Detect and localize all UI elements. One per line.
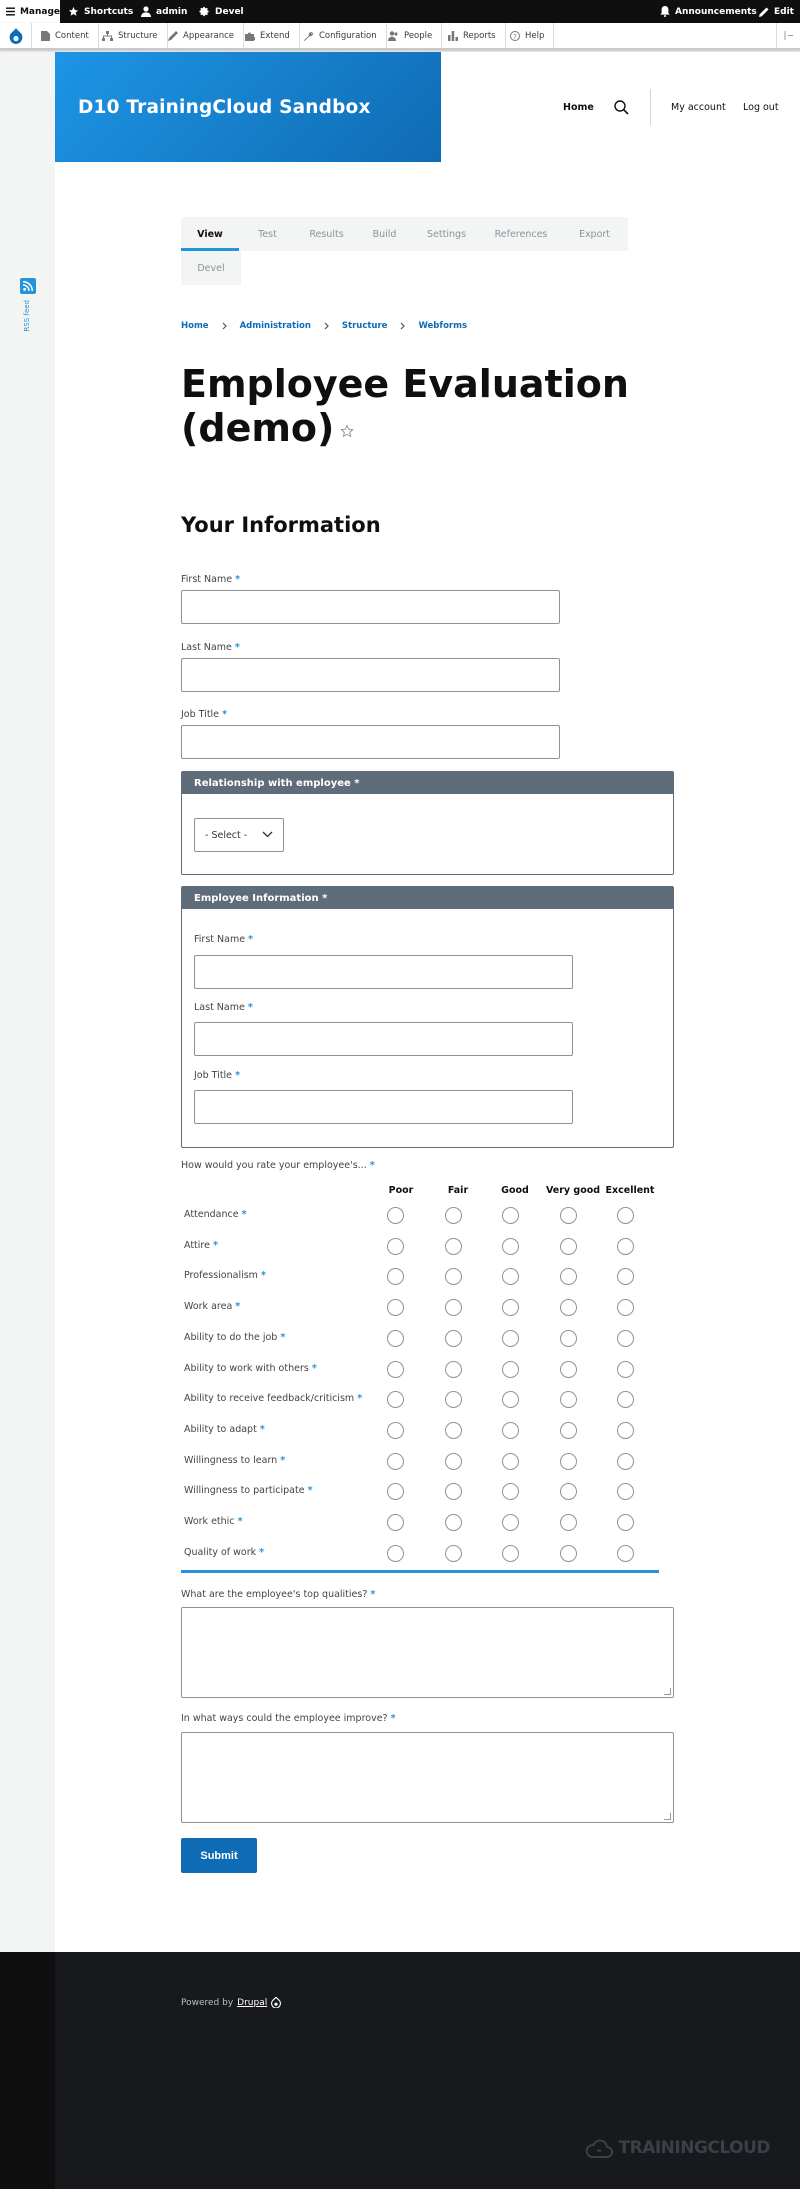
nav-log-out[interactable]: Log out bbox=[743, 101, 779, 113]
tab-export[interactable]: Export bbox=[561, 217, 628, 251]
likert-radio[interactable] bbox=[560, 1361, 577, 1378]
likert-row-label: Professionalism * bbox=[184, 1270, 266, 1282]
tray-item-reports[interactable] bbox=[439, 23, 506, 48]
search-icon bbox=[614, 100, 629, 115]
likert-radio[interactable] bbox=[445, 1391, 462, 1408]
first-name-label: First Name * bbox=[181, 574, 241, 585]
likert-row-label: Ability to receive feedback/criticism * bbox=[184, 1393, 363, 1405]
likert-radio[interactable] bbox=[387, 1545, 404, 1562]
toolbar-devel[interactable] bbox=[199, 0, 244, 23]
toolbar-edit-label: Edit bbox=[774, 6, 794, 17]
likert-answer-good: Good bbox=[501, 1185, 529, 1196]
likert-radio[interactable] bbox=[560, 1514, 577, 1531]
likert-radio[interactable] bbox=[445, 1545, 462, 1562]
qualities-label: What are the employee's top qualities? * bbox=[181, 1589, 376, 1600]
main-content bbox=[55, 52, 800, 1952]
likert-row bbox=[181, 1200, 659, 1231]
tab-test[interactable]: Test bbox=[239, 217, 296, 251]
likert-row-label: Ability to do the job * bbox=[184, 1331, 286, 1343]
tray-item-extend[interactable] bbox=[236, 23, 300, 48]
likert-radio[interactable] bbox=[502, 1453, 519, 1470]
chevron-down-icon bbox=[262, 831, 273, 838]
toolbar-manage[interactable] bbox=[0, 0, 60, 23]
likert-radio[interactable] bbox=[502, 1299, 519, 1316]
tray-item-people[interactable] bbox=[379, 23, 442, 48]
likert-radio[interactable] bbox=[445, 1207, 462, 1224]
tab-build[interactable]: Build bbox=[357, 217, 412, 251]
toolbar-announcements[interactable] bbox=[660, 0, 757, 23]
site-name[interactable]: D10 TrainingCloud Sandbox bbox=[78, 96, 371, 118]
likert-radio[interactable] bbox=[560, 1330, 577, 1347]
likert-radio[interactable] bbox=[445, 1330, 462, 1347]
likert-radio[interactable] bbox=[502, 1238, 519, 1255]
likert-radio[interactable] bbox=[560, 1268, 577, 1285]
trainingcloud-logo bbox=[585, 2137, 770, 2159]
likert-radio[interactable] bbox=[502, 1514, 519, 1531]
likert-radio[interactable] bbox=[445, 1299, 462, 1316]
required-marker: * bbox=[222, 709, 228, 720]
likert-radio[interactable] bbox=[387, 1207, 404, 1224]
likert-radio[interactable] bbox=[560, 1299, 577, 1316]
toolbar-devel-label: Devel bbox=[215, 6, 244, 17]
likert-row bbox=[181, 1323, 659, 1354]
toolbar-orientation-toggle[interactable] bbox=[776, 23, 800, 48]
likert-radio[interactable] bbox=[560, 1207, 577, 1224]
tray-item-extend-label: Extend bbox=[260, 30, 290, 41]
likert-row bbox=[181, 1292, 659, 1323]
relationship-select[interactable] bbox=[194, 818, 284, 852]
drupal-logo-icon bbox=[9, 28, 23, 44]
likert-radio[interactable] bbox=[387, 1268, 404, 1285]
likert-radio[interactable] bbox=[502, 1330, 519, 1347]
drupal-home-link[interactable] bbox=[0, 23, 32, 48]
relationship-legend: Relationship with employee * bbox=[182, 772, 673, 794]
tray-item-content[interactable] bbox=[32, 23, 99, 48]
likert-row-label: Attire * bbox=[184, 1239, 218, 1251]
likert-row-label: Work ethic * bbox=[184, 1516, 243, 1527]
last-name-input[interactable] bbox=[181, 658, 560, 692]
toolbar-user-label: admin bbox=[156, 6, 188, 17]
likert-row bbox=[181, 1261, 659, 1292]
left-sidebar bbox=[0, 52, 55, 1952]
breadcrumb bbox=[181, 319, 467, 333]
file-icon bbox=[41, 31, 50, 41]
tray-item-structure[interactable] bbox=[93, 23, 168, 48]
likert-radio[interactable] bbox=[560, 1545, 577, 1562]
likert-radio[interactable] bbox=[387, 1391, 404, 1408]
improve-textarea[interactable] bbox=[181, 1732, 674, 1823]
likert-radio[interactable] bbox=[387, 1361, 404, 1378]
likert-answer-very-good: Very good bbox=[545, 1185, 601, 1196]
likert-radio[interactable] bbox=[502, 1391, 519, 1408]
improve-label: In what ways could the employee improve? * bbox=[181, 1713, 396, 1724]
people-icon bbox=[388, 31, 399, 41]
likert-bottom-border bbox=[181, 1570, 659, 1573]
likert-row bbox=[181, 1476, 659, 1507]
svg-text:?: ? bbox=[513, 32, 517, 41]
tray-item-structure-label: Structure bbox=[118, 30, 158, 41]
star-outline-icon[interactable] bbox=[340, 424, 354, 438]
tray-item-configuration-label: Configuration bbox=[319, 30, 377, 41]
likert-row-label: Work area * bbox=[184, 1301, 241, 1313]
likert-radio[interactable] bbox=[617, 1483, 634, 1500]
user-icon bbox=[141, 6, 151, 17]
likert-radio[interactable] bbox=[387, 1238, 404, 1255]
help-icon bbox=[510, 31, 520, 41]
likert-radio[interactable] bbox=[445, 1361, 462, 1378]
star-icon bbox=[68, 6, 79, 17]
drupal-drop-icon bbox=[271, 1997, 281, 2008]
likert-answer-excellent: Excellent bbox=[605, 1185, 655, 1196]
likert-row bbox=[181, 1415, 659, 1446]
likert-radio[interactable] bbox=[502, 1361, 519, 1378]
likert-radio[interactable] bbox=[387, 1483, 404, 1500]
likert-radio[interactable] bbox=[617, 1422, 634, 1439]
likert-radio[interactable] bbox=[617, 1453, 634, 1470]
header-divider bbox=[650, 89, 651, 125]
tray-item-help-label: Help bbox=[525, 30, 545, 41]
tab-view[interactable]: View bbox=[181, 217, 239, 251]
account-navigation bbox=[671, 52, 726, 162]
logout-navigation bbox=[743, 52, 779, 162]
powered-by bbox=[181, 1997, 281, 2008]
rss-feed-label: RSS feed bbox=[23, 300, 31, 332]
likert-radio[interactable] bbox=[617, 1391, 634, 1408]
tab-settings[interactable]: Settings bbox=[412, 217, 481, 251]
likert-row bbox=[181, 1507, 659, 1538]
brush-icon bbox=[168, 31, 178, 41]
employee-info-legend: Employee Information * bbox=[182, 887, 673, 909]
likert-radio[interactable] bbox=[445, 1514, 462, 1531]
employee-job-title-input[interactable] bbox=[194, 1090, 573, 1124]
likert-radio[interactable] bbox=[387, 1422, 404, 1439]
required-marker: * bbox=[235, 574, 241, 585]
likert-row-label: Attendance * bbox=[184, 1209, 247, 1220]
rss-icon bbox=[20, 278, 36, 294]
likert-radio[interactable] bbox=[387, 1453, 404, 1470]
likert-row-label: Ability to adapt * bbox=[184, 1423, 265, 1435]
likert-radio[interactable] bbox=[617, 1268, 634, 1285]
tab-devel[interactable]: Devel bbox=[181, 251, 241, 285]
first-name-input[interactable] bbox=[181, 590, 560, 624]
tray-item-reports-label: Reports bbox=[463, 30, 496, 41]
orientation-toggle-icon bbox=[784, 31, 793, 40]
likert-row bbox=[181, 1446, 659, 1477]
likert-row-label: Willingness to participate * bbox=[184, 1485, 313, 1497]
sitemap-icon bbox=[102, 31, 113, 41]
chevron-right-icon bbox=[222, 322, 227, 330]
tray-item-appearance[interactable] bbox=[159, 23, 244, 48]
powered-by-text: Powered by bbox=[181, 1997, 234, 2008]
likert-radio[interactable] bbox=[502, 1268, 519, 1285]
cloud-icon bbox=[585, 2137, 613, 2159]
toolbar-tray bbox=[0, 23, 800, 50]
section-title: Your Information bbox=[181, 513, 381, 537]
breadcrumb-home[interactable]: Home bbox=[181, 321, 209, 331]
likert-radio[interactable] bbox=[617, 1545, 634, 1562]
employee-first-name-label: First Name * bbox=[194, 934, 254, 945]
site-footer bbox=[55, 1952, 800, 2189]
toolbar-manage-label: Manage bbox=[19, 6, 60, 17]
tray-item-people-label: People bbox=[404, 30, 433, 41]
chevron-right-icon bbox=[400, 322, 405, 330]
likert-radio[interactable] bbox=[502, 1207, 519, 1224]
breadcrumb-structure[interactable]: Structure bbox=[341, 321, 388, 331]
likert-radio[interactable] bbox=[617, 1514, 634, 1531]
nav-home[interactable]: Home bbox=[563, 101, 594, 113]
likert-row bbox=[181, 1231, 659, 1262]
breadcrumb-administration[interactable]: Administration bbox=[239, 321, 311, 331]
relationship-select-value: - Select - bbox=[205, 829, 248, 841]
gear-icon bbox=[199, 6, 210, 17]
likert-question: How would you rate your employee's... * bbox=[181, 1160, 375, 1171]
likert-radio[interactable] bbox=[445, 1422, 462, 1439]
likert-radio[interactable] bbox=[560, 1483, 577, 1500]
likert-radio[interactable] bbox=[617, 1238, 634, 1255]
toolbar-shortcuts[interactable] bbox=[68, 0, 133, 23]
tray-item-appearance-label: Appearance bbox=[183, 30, 235, 41]
pencil-icon bbox=[759, 7, 769, 17]
likert-radio[interactable] bbox=[445, 1483, 462, 1500]
likert-radio[interactable] bbox=[445, 1268, 462, 1285]
employee-first-name-input[interactable] bbox=[194, 955, 573, 989]
drupal-link[interactable]: Drupal bbox=[237, 1997, 268, 2008]
likert-radio[interactable] bbox=[387, 1330, 404, 1347]
search-toggle[interactable] bbox=[614, 52, 629, 162]
likert-answer-poor: Poor bbox=[388, 1185, 414, 1196]
chevron-right-icon bbox=[324, 322, 329, 330]
toolbar-user[interactable] bbox=[141, 0, 187, 23]
puzzle-icon bbox=[245, 31, 255, 41]
job-title-input[interactable] bbox=[181, 725, 560, 759]
likert-radio[interactable] bbox=[502, 1483, 519, 1500]
toolbar-edit[interactable] bbox=[759, 0, 794, 23]
required-marker: * bbox=[234, 642, 240, 653]
likert-radio[interactable] bbox=[445, 1453, 462, 1470]
footer-sidebar bbox=[0, 1952, 55, 2189]
tab-results[interactable]: Results bbox=[296, 217, 357, 251]
wrench-icon bbox=[304, 31, 314, 41]
tray-item-content-label: Content bbox=[55, 30, 89, 41]
submit-button[interactable]: Submit bbox=[181, 1838, 257, 1873]
tab-references[interactable]: References bbox=[481, 217, 561, 251]
likert-row-label: Ability to work with others * bbox=[184, 1362, 317, 1374]
likert-row bbox=[181, 1538, 659, 1569]
likert-row bbox=[181, 1384, 659, 1415]
tray-item-help[interactable] bbox=[501, 23, 554, 48]
likert-radio[interactable] bbox=[387, 1514, 404, 1531]
employee-last-name-label: Last Name * bbox=[194, 1002, 253, 1013]
likert-radio[interactable] bbox=[445, 1238, 462, 1255]
last-name-label: Last Name * bbox=[181, 642, 240, 653]
job-title-label: Job Title * bbox=[181, 709, 228, 720]
likert-radio[interactable] bbox=[387, 1299, 404, 1316]
likert-radio[interactable] bbox=[502, 1422, 519, 1439]
nav-my-account[interactable]: My account bbox=[671, 101, 726, 113]
likert-radio[interactable] bbox=[560, 1238, 577, 1255]
likert-radio[interactable] bbox=[560, 1391, 577, 1408]
site-branding[interactable] bbox=[55, 52, 441, 162]
likert-radio[interactable] bbox=[560, 1453, 577, 1470]
trainingcloud-logo-text: TRAININGCLOUD bbox=[618, 2138, 770, 2158]
likert-radio[interactable] bbox=[502, 1545, 519, 1562]
relationship-fieldset bbox=[181, 771, 674, 875]
tray-item-configuration[interactable] bbox=[295, 23, 387, 48]
bar-chart-icon bbox=[448, 31, 458, 41]
page-title-text: Employee Evaluation (demo) bbox=[181, 362, 629, 450]
likert-row-label: Willingness to learn * bbox=[184, 1454, 286, 1466]
rss-feed-link[interactable] bbox=[20, 278, 36, 332]
breadcrumb-webforms[interactable]: Webforms bbox=[418, 321, 468, 331]
likert-radio[interactable] bbox=[617, 1207, 634, 1224]
main-navigation bbox=[563, 52, 594, 162]
toolbar-shortcuts-label: Shortcuts bbox=[84, 6, 134, 17]
likert-radio[interactable] bbox=[617, 1299, 634, 1316]
likert-answer-fair: Fair bbox=[447, 1185, 469, 1196]
qualities-textarea[interactable] bbox=[181, 1607, 674, 1698]
hamburger-icon bbox=[6, 7, 15, 16]
page-title bbox=[181, 362, 641, 450]
employee-job-title-label: Job Title * bbox=[194, 1070, 241, 1081]
admin-toolbar bbox=[0, 0, 800, 23]
bell-icon bbox=[660, 6, 670, 17]
likert-radio[interactable] bbox=[560, 1422, 577, 1439]
likert-radio[interactable] bbox=[617, 1330, 634, 1347]
employee-last-name-input[interactable] bbox=[194, 1022, 573, 1056]
likert-row-label: Quality of work * bbox=[184, 1546, 265, 1558]
toolbar-announcements-label: Announcements bbox=[675, 6, 757, 17]
likert-radio[interactable] bbox=[617, 1361, 634, 1378]
likert-row bbox=[181, 1354, 659, 1385]
